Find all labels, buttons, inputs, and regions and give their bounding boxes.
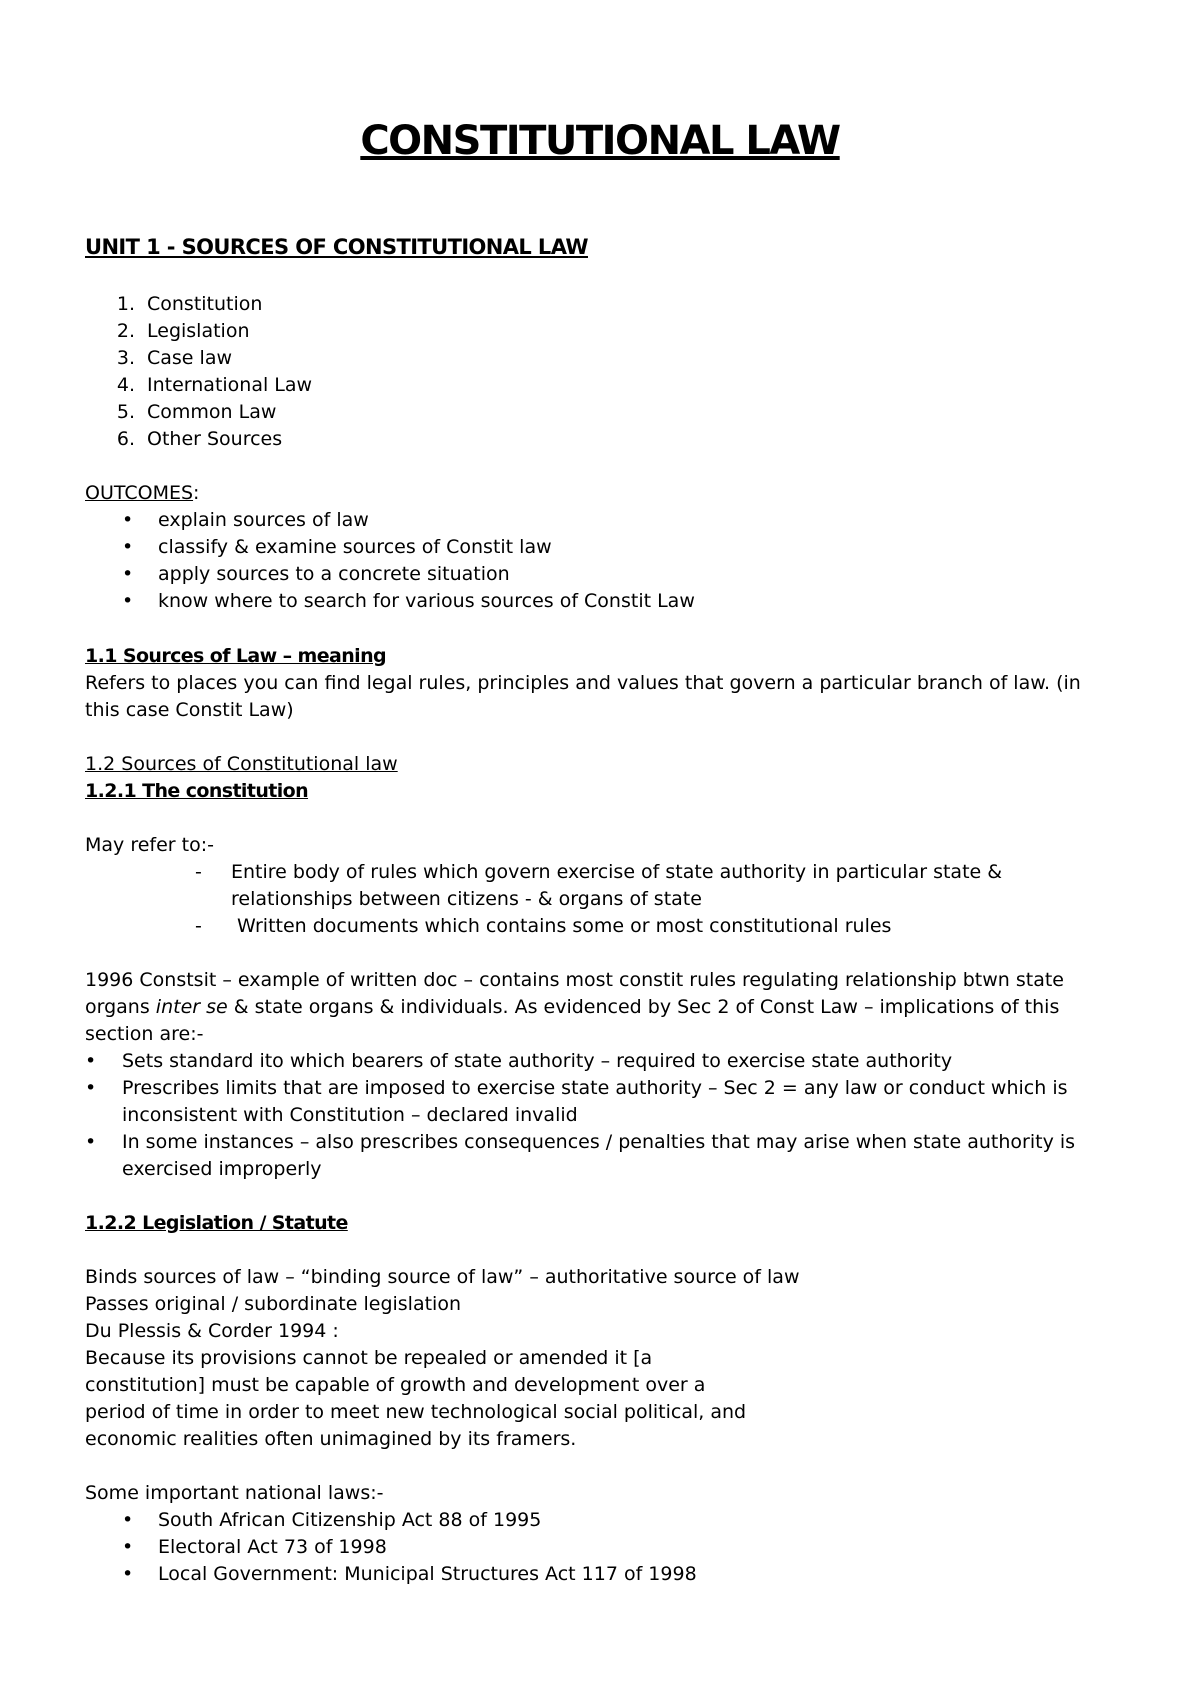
list-item: • explain sources of law <box>122 509 369 531</box>
list-item-continuation: inconsistent with Constitution – declared invalid <box>122 1104 578 1126</box>
paragraph-line: Refers to places you can find legal rules, principles and values that govern a particular branch of law. (in <box>85 672 1081 694</box>
section-heading: 1.2 Sources of Constitutional law <box>85 753 398 775</box>
list-item: 5. Common Law <box>116 401 277 423</box>
quote-line: economic realities often unimagined by its framers. <box>85 1428 577 1450</box>
list-item: 6. Other Sources <box>116 428 283 450</box>
list-item: 3. Case law <box>116 347 232 369</box>
outcomes-label: OUTCOMES: <box>85 482 200 504</box>
paragraph-line: organs inter se & state organs & individuals. As evidenced by Sec 2 of Const Law – implications of this <box>85 996 1060 1018</box>
list-item: • Electoral Act 73 of 1998 <box>122 1536 387 1558</box>
paragraph-line: 1996 Constsit – example of written doc – contains most constit rules regulating relationship btwn state <box>85 969 1065 991</box>
paragraph-line: Du Plessis & Corder 1994 : <box>85 1320 339 1342</box>
list-item: 1. Constitution <box>116 293 263 315</box>
paragraph-line: Binds sources of law – “binding source of law” – authoritative source of law <box>85 1266 800 1288</box>
quote-line: period of time in order to meet new technological social political, and <box>85 1401 747 1423</box>
quote-line: Because its provisions cannot be repealed or amended it [a <box>85 1347 653 1369</box>
list-item: 4. International Law <box>116 374 313 396</box>
unit-heading: UNIT 1 - SOURCES OF CONSTITUTIONAL LAW <box>85 235 588 259</box>
dash-item: - Entire body of rules which govern exercise of state authority in particular state & <box>195 861 1003 883</box>
paragraph-line: Some important national laws:- <box>85 1482 384 1504</box>
paragraph-line: this case Constit Law) <box>85 699 294 721</box>
subsection-heading: 1.2.2 Legislation / Statute <box>85 1212 348 1234</box>
dash-item-continuation: relationships between citizens - & organs of state <box>231 888 702 910</box>
list-item: • In some instances – also prescribes consequences / penalties that may arise when state authority is <box>85 1131 1076 1153</box>
list-item: • know where to search for various sources of Constit Law <box>122 590 695 612</box>
document-title: CONSTITUTIONAL LAW <box>360 118 840 164</box>
section-heading: 1.1 Sources of Law – meaning <box>85 645 386 667</box>
paragraph-line: May refer to:- <box>85 834 214 856</box>
list-item: • Sets standard ito which bearers of state authority – required to exercise state authority <box>85 1050 953 1072</box>
dash-item: - Written documents which contains some or most constitutional rules <box>195 915 892 937</box>
list-item: • Prescribes limits that are imposed to exercise state authority – Sec 2 = any law or conduct which is <box>85 1077 1068 1099</box>
list-item: • classify & examine sources of Constit law <box>122 536 552 558</box>
quote-line: constitution] must be capable of growth and development over a <box>85 1374 706 1396</box>
paragraph-line: section are:- <box>85 1023 204 1045</box>
list-item: • South African Citizenship Act 88 of 1995 <box>122 1509 542 1531</box>
list-item: • Local Government: Municipal Structures Act 117 of 1998 <box>122 1563 697 1585</box>
subsection-heading: 1.2.1 The constitution <box>85 780 309 802</box>
paragraph-line: Passes original / subordinate legislation <box>85 1293 462 1315</box>
list-item: 2. Legislation <box>116 320 250 342</box>
list-item: • apply sources to a concrete situation <box>122 563 510 585</box>
list-item-continuation: exercised improperly <box>122 1158 322 1180</box>
